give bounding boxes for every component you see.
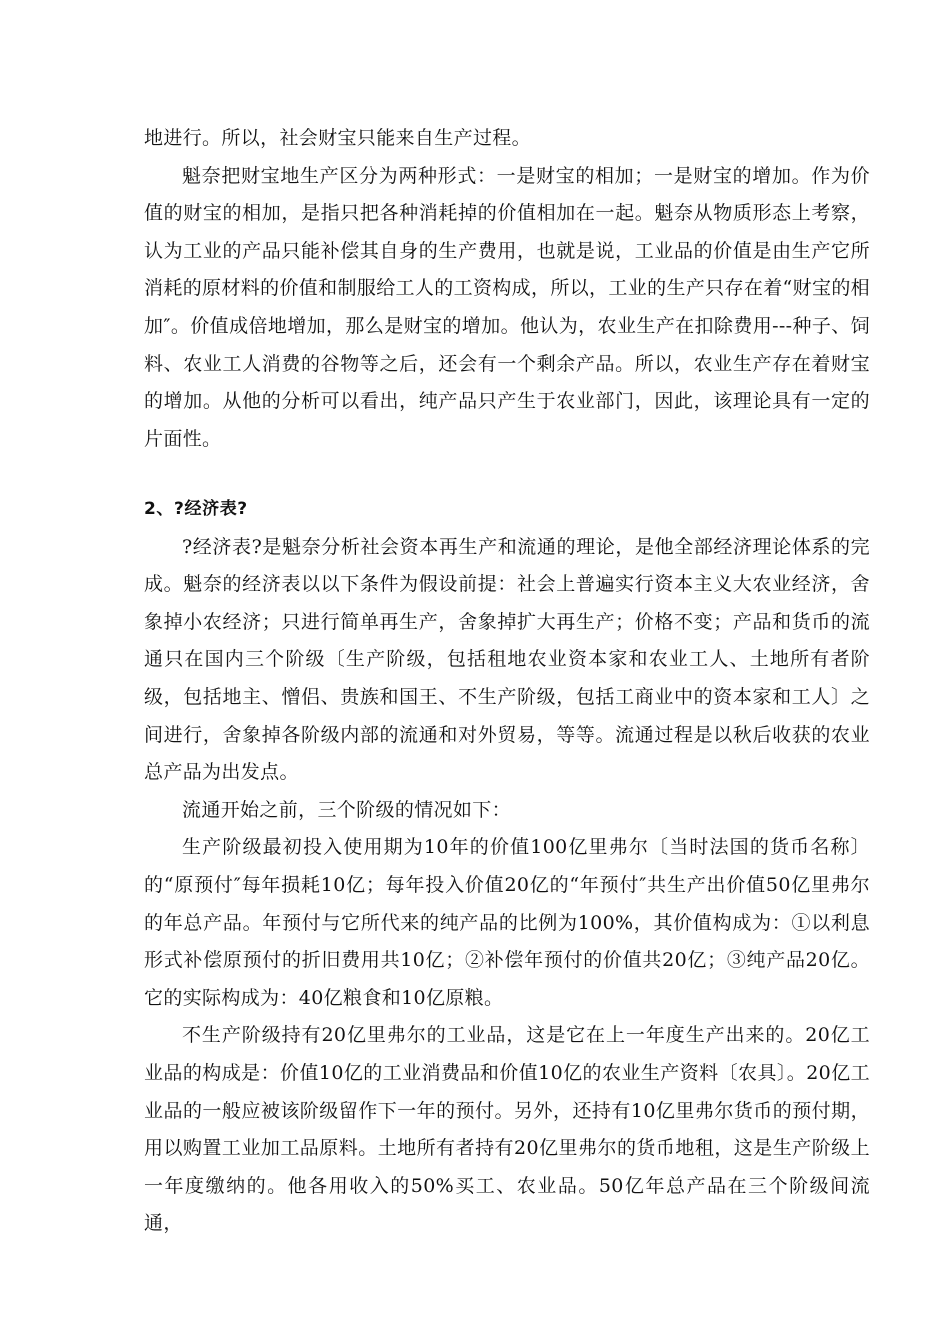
paragraph-continuation: 地进行。所以，社会财宝只能来自生产过程。: [144, 127, 532, 149]
paragraph-sterile-class: 不生产阶级持有20亿里弗尔的工业品，这是它在上一年度生产出来的。20亿工业品的构成是：价值10亿的工业消费品和价值10亿的农业生产资料〔农具〕。20亿工业品的一般应被该阶级留作下一年的预付。另外，还持有10亿里弗尔货币的预付期，用以购置工业加工品原料。土地所有者持有20亿里弗尔的货币地租，这是生产阶级上一年度缴纳的。他各用收入的50%买工、农业品。50亿年总产品在三个阶级间流通，: [144, 1024, 870, 1235]
section-economic-table: [144, 491, 870, 1243]
paragraph-productive-class: 生产阶级最初投入使用期为10年的价值100亿里弗尔〔当时法国的货币名称〕的“原预付″每年损耗10亿；每年投入价值20亿的“年预付″共生产出价值50亿里弗尔的年总产品。年预付与它所代来的纯产品的比例为100%，其价值构成为：①以利息形式补偿原预付的折旧费用共10亿；②补偿年预付的价值共20亿；③纯产品20亿。它的实际构成为：40亿粮食和10亿原粮。: [144, 836, 870, 1009]
section-heading: 2、?经济表?: [144, 499, 248, 519]
paragraph-economic-table-intro: ?经济表?是魁奈分析社会资本再生产和流通的理论，是他全部经济理论体系的完成。魁奈的经济表以以下条件为假设前提：社会上普遍实行资本主义大农业经济，舍象掉小农经济；只进行简单再生产，舍象掉扩大再生产；价格不变；产品和货币的流通只在国内三个阶级〔生产阶级，包括租地农业资本家和农业工人、土地所有者阶级，包括地主、憎侣、贵族和国王、不生产阶级，包括工商业中的资本家和工人〕之间进行，舍象掉各阶级内部的流通和对外贸易，等等。流通过程是以秋后收获的农业总产品为出发点。: [144, 535, 870, 784]
paragraph-wealth-production: 魁奈把财宝地生产区分为两种形式：一是财宝的相加；一是财宝的增加。作为价值的财宝的相加，是指只把各种消耗掉的价值相加在一起。魁奈从物质形态上考察，认为工业的产品只能补偿其自身的生产费用，也就是说，工业品的价值是由生产它所消耗的原材料的价值和制服给工人的工资构成，所以，工业的生产只存在着“财宝的相加″。价值成倍地增加，那么是财宝的增加。他认为，农业生产在扣除费用---种子、饲料、农业工人消费的谷物等之后，还会有一个剩余产品。所以，农业生产存在着财宝的增加。从他的分析可以看出，纯产品只产生于农业部门，因此，该理论具有一定的片面性。: [144, 164, 871, 450]
body-text-top: [144, 120, 870, 458]
paragraph-before-circulation: 流通开始之前，三个阶级的情况如下：: [182, 798, 511, 821]
